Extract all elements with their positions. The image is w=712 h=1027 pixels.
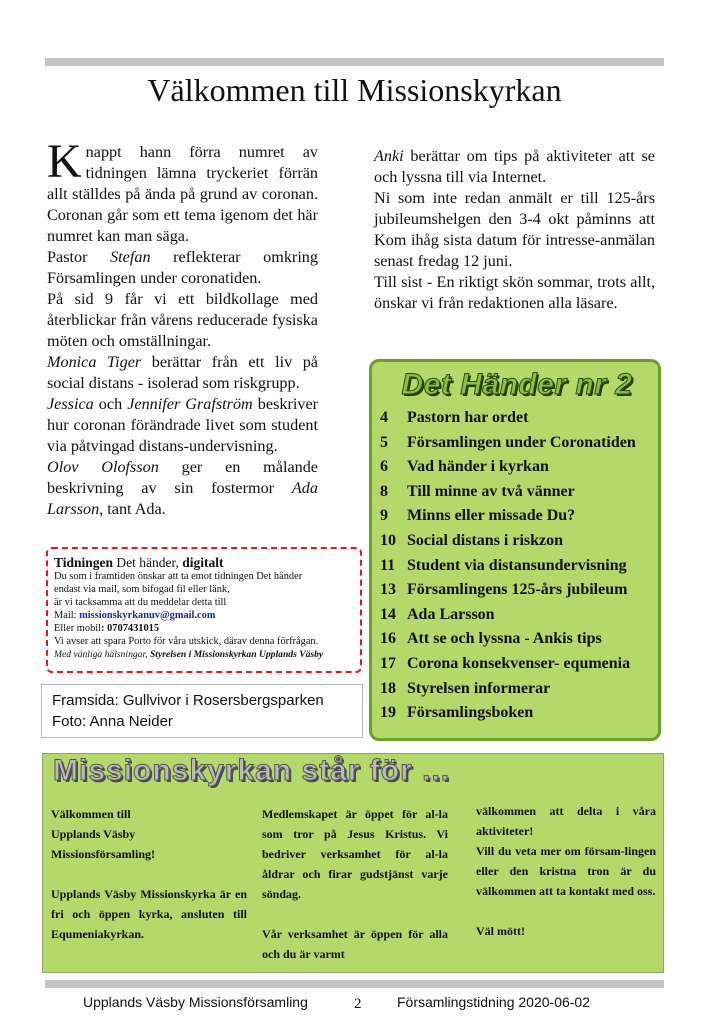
toc-page-number: 14 bbox=[380, 605, 396, 623]
heading-bold: Tidningen bbox=[54, 555, 114, 570]
digital-heading bbox=[54, 555, 354, 570]
values-title: Missionskyrkan står för ... bbox=[53, 754, 451, 787]
person-name: Jennifer Grafström bbox=[127, 395, 253, 413]
toc-page-number: 16 bbox=[380, 630, 396, 648]
intro-text: och bbox=[93, 395, 128, 413]
page-title: Välkommen till Missionskyrkan bbox=[147, 72, 562, 108]
intro-text: Pastor bbox=[47, 248, 111, 266]
digital-signature bbox=[54, 648, 354, 661]
person-name: Jessica bbox=[47, 395, 94, 413]
intro-text: berättar från ett liv på social distans - isolerad som riskgrupp. bbox=[47, 353, 318, 392]
toc-item bbox=[380, 578, 660, 603]
mobile-label: Eller mobil bbox=[54, 623, 102, 634]
values-text: Vill du veta mer om försam-lingen eller den kristna tron är du välkommen att ta kontakt med oss. bbox=[476, 844, 656, 898]
photo-credit: Foto: Anna Neider bbox=[52, 713, 173, 730]
drop-cap: K bbox=[47, 135, 82, 188]
intro-paragraph bbox=[374, 146, 655, 188]
page-number: 2 bbox=[354, 996, 362, 1012]
toc-page-number: 4 bbox=[380, 409, 388, 426]
values-text: Väl mött! bbox=[476, 924, 525, 938]
toc-item bbox=[380, 677, 660, 702]
toc-item-title: Student via distansundervisning bbox=[407, 556, 627, 574]
toc-item bbox=[380, 406, 660, 431]
intro-paragraph bbox=[47, 135, 318, 247]
toc-page-number: 8 bbox=[380, 482, 388, 500]
toc-item-title: Corona konsekvenser- equmenia bbox=[407, 654, 631, 672]
digital-mobile-line bbox=[54, 622, 354, 635]
cover-caption: Framsida: Gullvivor i Rosersbergsparken bbox=[52, 692, 324, 709]
values-column-3 bbox=[476, 801, 656, 941]
values-text: Välkommen till bbox=[51, 807, 131, 821]
toc-page-number: 9 bbox=[380, 507, 388, 525]
toc-item bbox=[380, 455, 660, 480]
digital-line: är vi tacksamma att du meddelar detta till bbox=[54, 597, 227, 608]
toc-item bbox=[380, 627, 660, 652]
values-text: välkommen att delta i våra aktiviteter! bbox=[476, 804, 656, 838]
intro-text: , tant Ada. bbox=[99, 500, 166, 518]
values-text: Upplands Väsby bbox=[51, 827, 136, 841]
toc-item-title: Minns eller missade Du? bbox=[407, 507, 576, 525]
toc-title: Det Händer nr 2 bbox=[401, 368, 633, 401]
digital-subscription-box bbox=[46, 547, 362, 673]
intro-paragraph: Till sist - En riktigt skön sommar, trots allt, önskar vi från redaktionen alla läsare. bbox=[374, 273, 655, 312]
intro-text: berättar om tips på aktiviteter att se och lyssna till via Internet. bbox=[374, 147, 655, 186]
mobile-number: : 0707431015 bbox=[101, 623, 160, 634]
toc-page-number: 11 bbox=[380, 556, 396, 574]
values-text: Upplands Väsby Missionskyrka är en fri och öppen kyrka, ansluten till Equmeniakyrkan. bbox=[51, 887, 247, 941]
toc-item-title: Pastorn har ordet bbox=[407, 409, 529, 426]
values-column-2 bbox=[262, 804, 448, 964]
toc-item-title: Att se och lyssna - Ankis tips bbox=[407, 630, 602, 648]
footer-publication: Församlingstidning 2020-06-02 bbox=[397, 994, 590, 1010]
church-values-box bbox=[42, 753, 664, 973]
digital-line: endast via mail, som bifogad fil eller länk, bbox=[54, 584, 230, 595]
toc-item-title: Församlingen under Coronatiden bbox=[407, 433, 636, 451]
toc-item bbox=[380, 431, 660, 456]
footer-organization: Upplands Väsby Missionsförsamling bbox=[83, 994, 308, 1010]
toc-page-number: 13 bbox=[380, 581, 396, 599]
person-name: Stefan bbox=[110, 248, 151, 266]
intro-text: reflekterar omkring Församlingen under coronatiden. bbox=[47, 248, 318, 287]
toc-page-number: 10 bbox=[380, 531, 396, 549]
toc-list bbox=[380, 406, 660, 726]
values-column-1 bbox=[51, 804, 247, 944]
intro-text: nappt hann förra numret av tidningen lämna tryckeriet förrän allt ställdes på ända på grund av coronan. Coronan går som ett tema igenom det här numret kan man säga. bbox=[47, 143, 318, 245]
intro-paragraph bbox=[47, 247, 318, 289]
toc-page-number: 17 bbox=[380, 654, 396, 672]
heading-text: Det händer, bbox=[113, 555, 183, 570]
signature-text: Med vänliga hälsningar, bbox=[54, 649, 150, 660]
cover-credit-box bbox=[41, 684, 363, 738]
toc-item-title: Ada Larsson bbox=[407, 605, 495, 623]
person-name: Anki bbox=[374, 147, 404, 165]
intro-text: beskriver hur coronan förändrade livet som student via påtvingad distans-undervisning. bbox=[47, 395, 319, 455]
toc-item bbox=[380, 701, 660, 726]
heading-bold: digitalt bbox=[182, 555, 224, 570]
values-text: Medlemskapet är öppet för al-la som tror på Jesus Kristus. Vi bedriver verksamhet för al-la åldrar och firar gudstjänst varje söndag. bbox=[262, 807, 448, 901]
toc-item bbox=[380, 504, 660, 529]
intro-paragraph: På sid 9 får vi ett bildkollage med återblickar från vårens reducerade fysiska möten och omställningar. bbox=[47, 290, 318, 350]
intro-paragraph: Ni som inte redan anmält er till 125-års jubileumshelgen den 3-4 okt påminns att Kom ihåg sista datum för intresse-anmälan senast fredag 12 juni. bbox=[374, 189, 655, 270]
toc-item bbox=[380, 480, 660, 505]
intro-paragraph bbox=[47, 352, 318, 394]
top-divider bbox=[45, 58, 664, 66]
email-link[interactable]: missionskyrkanuv@gmail.com bbox=[79, 610, 216, 621]
digital-line: Vi avser att spara Porto för våra utskick, därav denna förfrågan. bbox=[54, 636, 319, 647]
intro-text: ger en målande beskrivning av sin fostermor bbox=[47, 458, 318, 497]
intro-paragraph bbox=[47, 457, 318, 520]
person-name: Monica Tiger bbox=[47, 353, 142, 371]
toc-item-title: Till minne av två vänner bbox=[407, 482, 575, 500]
toc-item-title: Vad händer i kyrkan bbox=[407, 458, 549, 476]
intro-right-column bbox=[374, 146, 655, 314]
intro-left-column bbox=[47, 135, 319, 520]
toc-page-number: 19 bbox=[380, 704, 396, 722]
values-text: Missionsförsamling! bbox=[51, 847, 156, 861]
toc-page-number: 5 bbox=[380, 433, 388, 451]
person-name: Ada Larsson bbox=[47, 479, 318, 518]
toc-item-title: Social distans i riskzon bbox=[407, 531, 564, 549]
toc-item bbox=[380, 529, 660, 554]
toc-item-title: Församlingens 125-års jubileum bbox=[407, 581, 628, 599]
digital-mail-line bbox=[54, 609, 354, 622]
bottom-divider bbox=[45, 980, 664, 988]
signature-name: Styrelsen i Missionskyrkan Upplands Väsby bbox=[149, 649, 324, 660]
toc-item bbox=[380, 603, 660, 628]
toc-page-number: 18 bbox=[380, 679, 396, 697]
toc-page-number: 6 bbox=[380, 458, 388, 476]
toc-item bbox=[380, 652, 660, 677]
table-of-contents bbox=[369, 359, 661, 741]
intro-paragraph bbox=[47, 394, 318, 457]
person-name: Olov Olofsson bbox=[47, 458, 159, 476]
values-text: Vår verksamhet är öppen för alla och du är varmt bbox=[262, 927, 448, 961]
digital-line: Du som i framtiden önskar att ta emot tidningen Det händer bbox=[54, 571, 303, 582]
toc-item-title: Styrelsen informerar bbox=[407, 679, 551, 697]
toc-item-title: Församlingsboken bbox=[407, 704, 534, 722]
mail-label: Mail: bbox=[54, 610, 80, 621]
toc-item bbox=[380, 554, 660, 579]
